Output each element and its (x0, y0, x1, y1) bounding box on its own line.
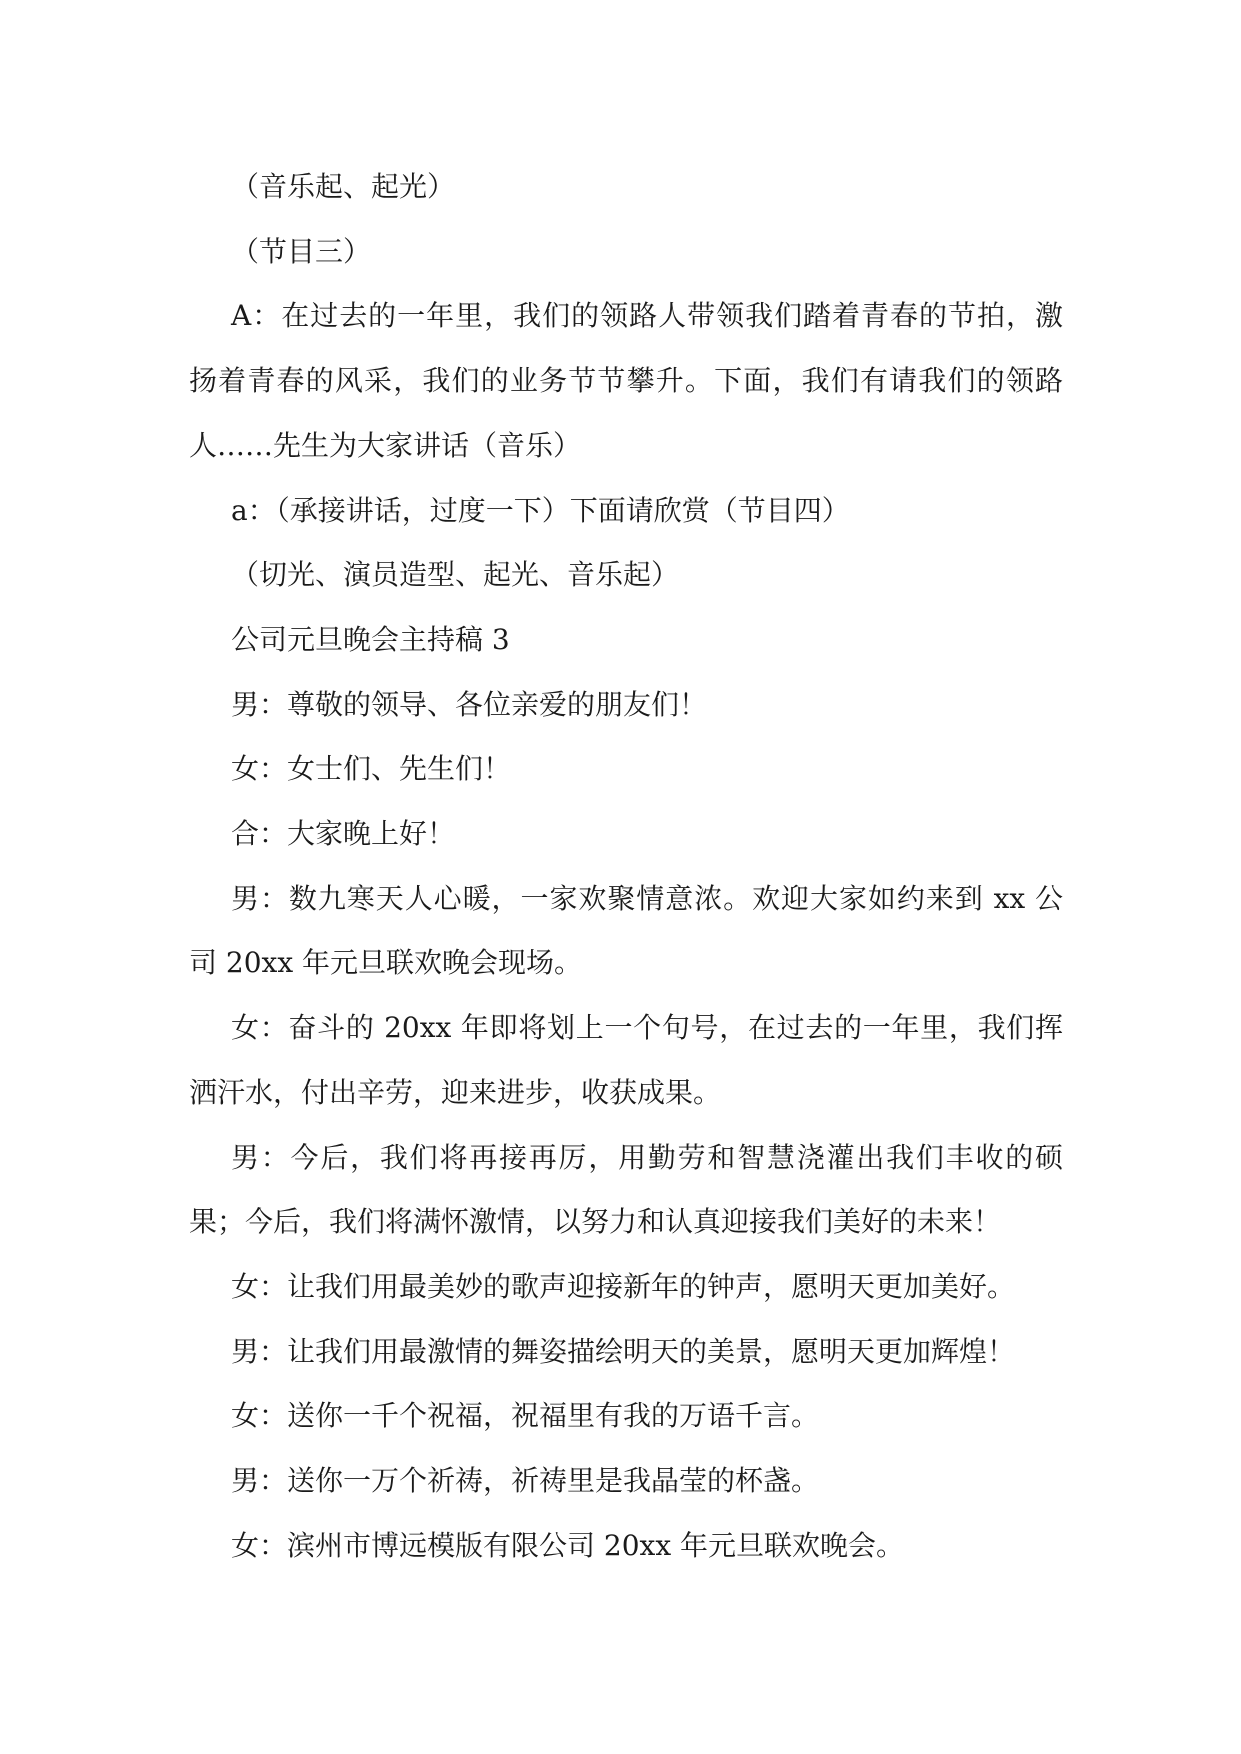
paragraph: 女：让我们用最美妙的歌声迎接新年的钟声，愿明天更加美好。 (231, 1269, 1016, 1303)
paragraph: 男：让我们用最激情的舞姿描绘明天的美景，愿明天更加辉煌！ (231, 1334, 1016, 1368)
paragraph: A：在过去的一年里，我们的领路人带领我们踏着青春的节拍，激扬着青春的风采，我们的业务节节攀升。下面，我们有请我们的领路人……先生为大家讲话（音乐） (189, 299, 1063, 462)
paragraph-stage-direction: （切光、演员造型、起光、音乐起） (231, 558, 680, 592)
section-title: 公司元旦晚会主持稿 3 (231, 622, 510, 656)
document-body (189, 155, 1063, 1578)
paragraph: 女：送你一千个祝福，祝福里有我的万语千言。 (231, 1399, 820, 1433)
paragraph: 男：今后，我们将再接再厉，用勤劳和智慧浇灌出我们丰收的硕果；今后，我们将满怀激情，以努力和认真迎接我们美好的未来！ (189, 1140, 1063, 1239)
paragraph: 女：滨州市博远模版有限公司 20xx 年元旦联欢晚会。 (231, 1528, 905, 1562)
paragraph-stage-direction: （音乐起、起光） (231, 170, 456, 203)
paragraph-program-label: （节目三） (231, 234, 372, 268)
paragraph: a：（承接讲话，过度一下）下面请欣赏（节目四） (231, 493, 850, 527)
paragraph: 男：数九寒天人心暖，一家欢聚情意浓。欢迎大家如约来到 xx 公司 20xx 年元旦联欢晚会现场。 (189, 881, 1063, 980)
paragraph: 男：尊敬的领导、各位亲爱的朋友们！ (231, 687, 708, 721)
paragraph: 男：送你一万个祈祷，祈祷里是我晶莹的杯盏。 (231, 1464, 820, 1498)
paragraph: 女：奋斗的 20xx 年即将划上一个句号，在过去的一年里，我们挥洒汗水，付出辛劳，迎来进步，收获成果。 (189, 1011, 1063, 1109)
paragraph: 女：女士们、先生们！ (231, 752, 512, 786)
paragraph: 合：大家晚上好！ (231, 817, 456, 851)
